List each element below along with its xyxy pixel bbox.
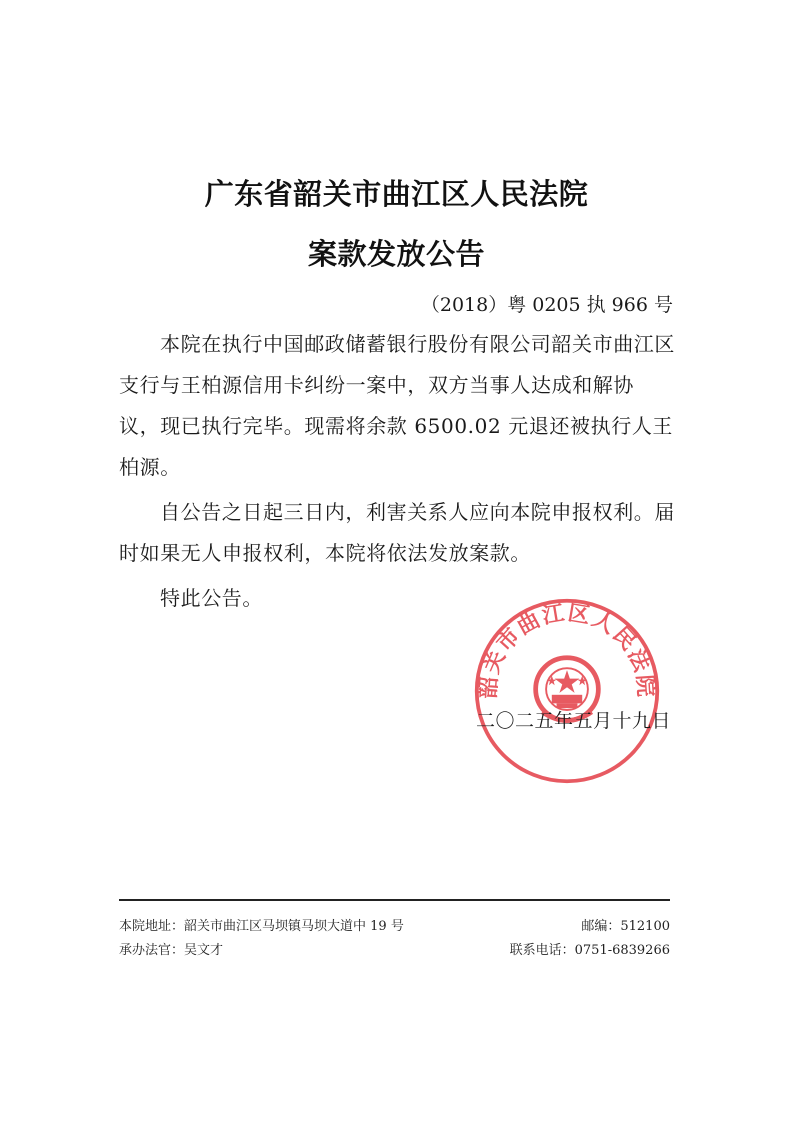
- closing-paragraph: 特此公告。: [160, 586, 263, 610]
- phone-number: 0751-6839266: [574, 943, 670, 958]
- court-name: 广东省韶关市曲江区人民法院: [204, 177, 589, 211]
- notice-date: 二〇二五年五月十九日: [475, 710, 671, 732]
- address-label: 本院地址：: [119, 919, 185, 934]
- court-seal: [472, 596, 662, 786]
- notice-title: 案款发放公告: [307, 237, 485, 271]
- postcode-block: [581, 915, 670, 934]
- phone-label: 联系电话：: [509, 943, 575, 958]
- case-number: （2018）粤 0205 执 966 号: [420, 294, 673, 316]
- body-paragraph: 自公告之日起三日内，利害关系人应向本院申报权利。届时如果无人申报权利，本院将依法发放案款。: [119, 500, 675, 565]
- postcode: 512100: [620, 919, 670, 934]
- postcode-label: 邮编：: [581, 919, 621, 934]
- judge-name: 吴文才: [184, 943, 224, 958]
- court-address: 韶关市曲江区马坝镇马坝大道中 19 号: [184, 919, 404, 934]
- footer-row: [119, 915, 670, 934]
- seal-text: 韶关市曲江区人民法院: [475, 599, 659, 700]
- body-paragraph: 本院在执行中国邮政储蓄银行股份有限公司韶关市曲江区支行与王柏源信用卡纠纷一案中，双方当事人达成和解协议，现已执行完毕。现需将余款 6500.02 元退还被执行人王柏源。: [119, 332, 675, 479]
- footer-row: [119, 939, 670, 958]
- phone-block: [510, 939, 670, 958]
- judge-label: 承办法官：: [119, 943, 185, 958]
- footer-divider: [119, 899, 670, 901]
